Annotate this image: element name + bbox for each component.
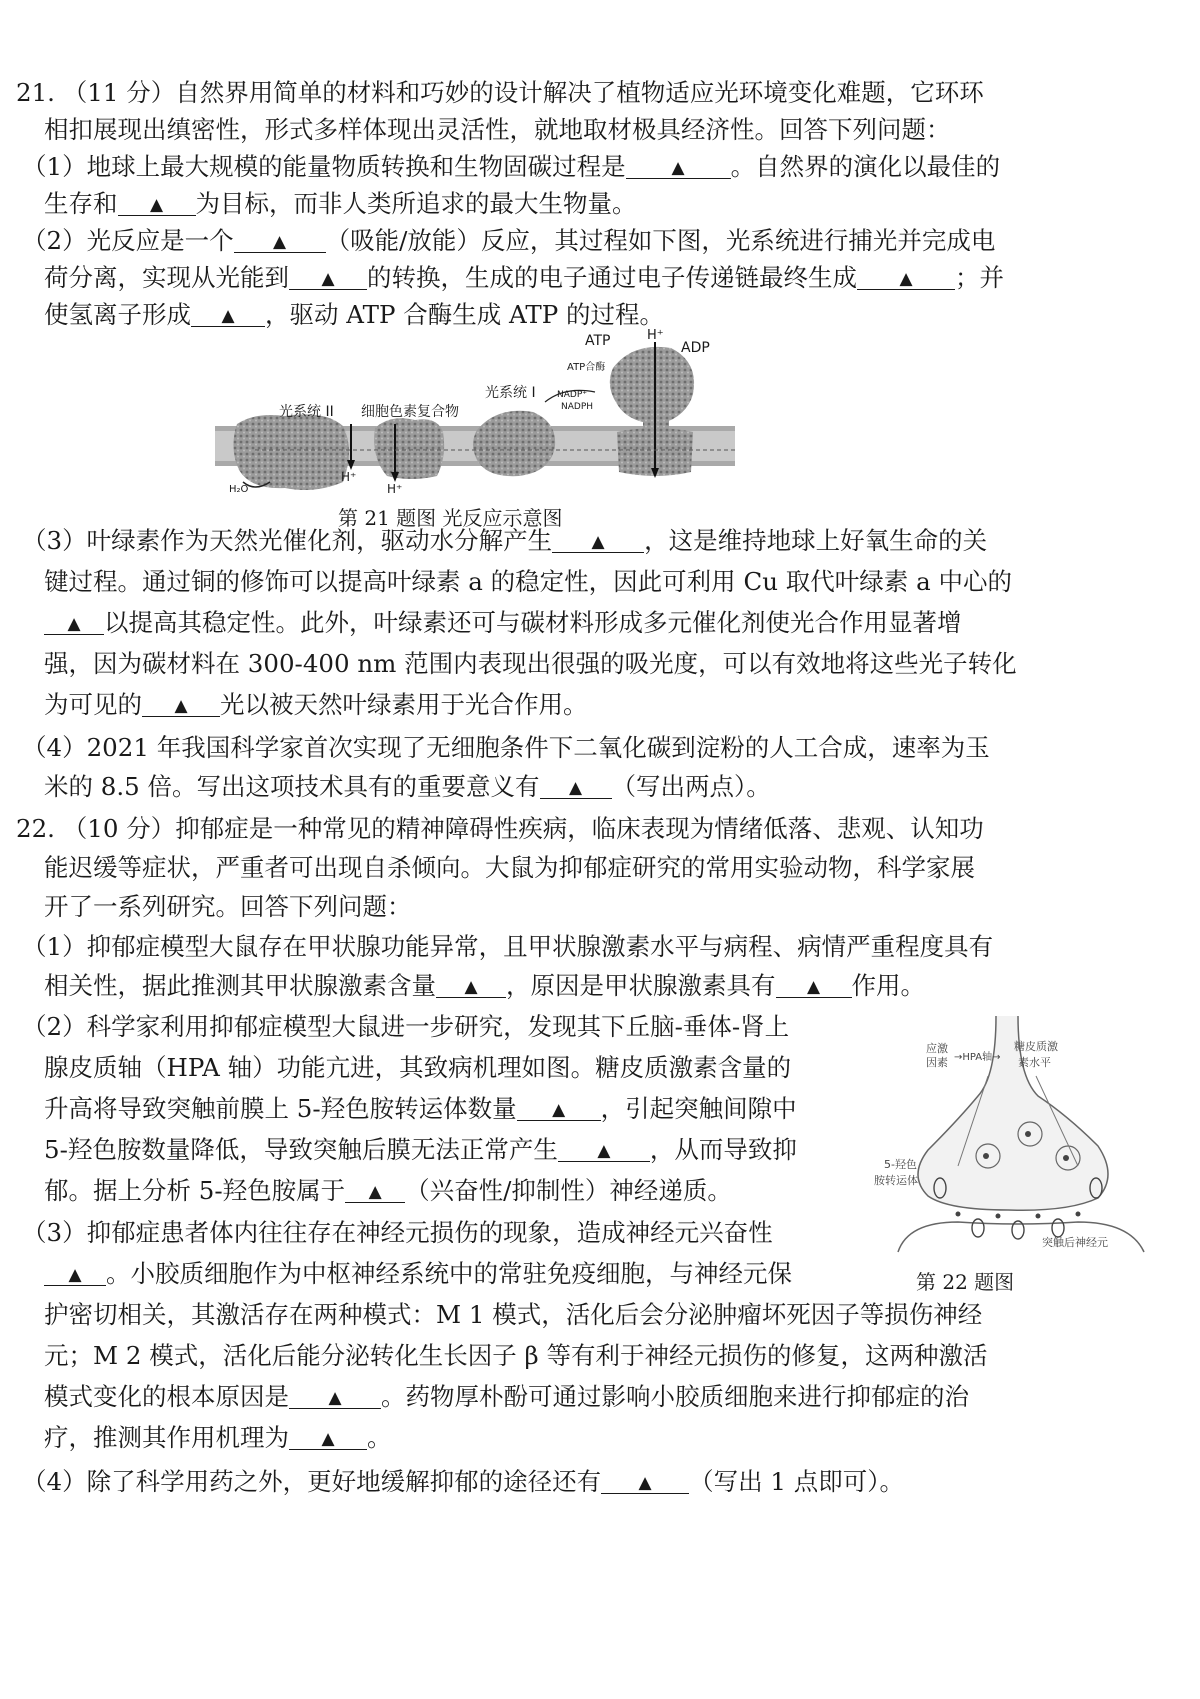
q21-intro-line1: 21. （11 分）自然界用简单的材料和巧妙的设计解决了植物适应光环境变化难题，它环环 bbox=[16, 78, 984, 107]
blank-marker-icon: ▲ bbox=[68, 1265, 82, 1285]
blank-marker-icon: ▲ bbox=[464, 977, 478, 997]
blank-marker-icon: ▲ bbox=[321, 1429, 335, 1449]
text: 。自然界的演化以最佳的 bbox=[730, 152, 1001, 181]
blank-marker-icon: ▲ bbox=[368, 1182, 382, 1202]
blank-marker-icon: ▲ bbox=[569, 778, 583, 798]
q22-part3-line5 bbox=[44, 1382, 969, 1412]
q21-part1-line2 bbox=[44, 189, 637, 219]
answer-blank[interactable] bbox=[558, 1135, 650, 1162]
q22-part3-line3: 护密切相关，其激活存在两种模式：M 1 模式，活化后会分泌肿瘤坏死因子等损伤神经 bbox=[44, 1300, 983, 1329]
photosystem-i-shape bbox=[473, 411, 555, 476]
text: 升高将导致突触前膜上 5-羟色胺转运体数量 bbox=[44, 1094, 517, 1123]
blank-marker-icon: ▲ bbox=[597, 1141, 611, 1161]
text: （吸能/放能）反应，其过程如下图，光系统进行捕光并完成电 bbox=[325, 226, 996, 255]
blank-marker-icon: ▲ bbox=[552, 1100, 566, 1120]
text: ，驱动 ATP 合酶生成 ATP 的过程。 bbox=[265, 300, 665, 329]
nadp-label: NADP⁺ bbox=[557, 390, 587, 400]
text: （写出两点）。 bbox=[611, 772, 771, 801]
atp-label: ATP bbox=[585, 333, 611, 349]
receptor-shape bbox=[972, 1219, 984, 1237]
text: 郁。据上分析 5-羟色胺属于 bbox=[44, 1176, 346, 1205]
h-ion-label-bottom: H⁺ bbox=[387, 482, 403, 496]
blank-marker-icon: ▲ bbox=[273, 232, 287, 252]
figure-22-caption: 第 22 题图 bbox=[916, 1270, 1015, 1294]
text: 疗，推测其作用机理为 bbox=[44, 1423, 289, 1452]
q22-part2-line3 bbox=[44, 1094, 797, 1124]
glucocorticoid-label-line2: 素水平 bbox=[1018, 1056, 1051, 1069]
answer-blank[interactable] bbox=[626, 152, 731, 179]
text: （4）除了科学用药之外，更好地缓解抑郁的途径还有 bbox=[22, 1467, 602, 1496]
answer-blank[interactable] bbox=[776, 971, 852, 998]
q22-part3-line1: （3）抑郁症患者体内往往存在神经元损伤的现象，造成神经元兴奋性 bbox=[22, 1218, 773, 1247]
text: ，从而导致抑 bbox=[649, 1135, 797, 1164]
q21-part1-line1 bbox=[22, 152, 1000, 182]
blank-marker-icon: ▲ bbox=[899, 269, 913, 289]
text: 以提高其稳定性。此外，叶绿素还可与碳材料形成多元催化剂使光合作用显著增 bbox=[104, 608, 962, 637]
q22-part1-line2 bbox=[44, 971, 925, 1001]
q22-part2-line1: （2）科学家利用抑郁症模型大鼠进一步研究，发现其下丘脑-垂体-肾上 bbox=[22, 1012, 790, 1041]
text: 使氢离子形成 bbox=[44, 300, 191, 329]
factor-label: 因素 bbox=[926, 1056, 948, 1069]
answer-blank[interactable] bbox=[191, 300, 265, 327]
text: （3）叶绿素作为天然光催化剂，驱动水分解产生 bbox=[22, 526, 553, 555]
q21-part3-line3 bbox=[44, 608, 962, 638]
q22-intro-line2: 能迟缓等症状，严重者可出现自杀倾向。大鼠为抑郁症研究的常用实验动物，科学家展 bbox=[44, 853, 975, 882]
q21-intro-line2: 相扣展现出缜密性，形式多样体现出灵活性，就地取材极具经济性。回答下列问题： bbox=[44, 115, 951, 144]
q22-part2-line4 bbox=[44, 1135, 797, 1165]
blank-marker-icon: ▲ bbox=[221, 306, 235, 326]
answer-blank[interactable] bbox=[345, 1176, 405, 1203]
answer-blank[interactable] bbox=[436, 971, 506, 998]
q22-part4-line1 bbox=[22, 1467, 904, 1497]
answer-blank[interactable] bbox=[44, 1259, 106, 1286]
stress-label: 应激 bbox=[926, 1042, 948, 1055]
blank-marker-icon: ▲ bbox=[174, 696, 188, 716]
postsynaptic-neuron-label: 突触后神经元 bbox=[1042, 1236, 1108, 1249]
q21-part3-line4: 强，因为碳材料在 300-400 nm 范围内表现出很强的吸光度，可以有效地将这些光子转化 bbox=[44, 649, 1017, 678]
blank-marker-icon: ▲ bbox=[671, 158, 685, 178]
serotonin-transporter-label-line2: 胺转运体 bbox=[874, 1174, 918, 1187]
text: 模式变化的根本原因是 bbox=[44, 1382, 289, 1411]
answer-blank[interactable] bbox=[552, 526, 644, 553]
text: （兴奋性/抑制性）神经递质。 bbox=[405, 1176, 732, 1205]
glucocorticoid-label-line1: 糖皮质激 bbox=[1014, 1040, 1058, 1053]
answer-blank[interactable] bbox=[857, 263, 955, 290]
answer-blank[interactable] bbox=[289, 1382, 381, 1409]
text: 相关性，据此推测其甲状腺激素含量 bbox=[44, 971, 436, 1000]
q21-part2-line1 bbox=[22, 226, 995, 256]
q21-part3-line2: 键过程。通过铜的修饰可以提高叶绿素 a 的稳定性，因此可利用 Cu 取代叶绿素 a 中心的 bbox=[44, 567, 1012, 596]
atp-synthase-label: ATP合酶 bbox=[567, 362, 606, 373]
water-label: H₂O bbox=[229, 484, 249, 495]
blank-marker-icon: ▲ bbox=[328, 1388, 342, 1408]
answer-blank[interactable] bbox=[601, 1467, 689, 1494]
answer-blank[interactable] bbox=[289, 263, 367, 290]
text: 为可见的 bbox=[44, 690, 142, 719]
q21-part4-line1: （4）2021 年我国科学家首次实现了无细胞条件下二氧化碳到淀粉的人工合成，速率为玉 bbox=[22, 733, 990, 762]
blank-marker-icon: ▲ bbox=[591, 532, 605, 552]
q22-part2-line2: 腺皮质轴（HPA 轴）功能亢进，其致病机理如图。糖皮质激素含量的 bbox=[44, 1053, 792, 1082]
synapse-figure bbox=[868, 1016, 1168, 1256]
text: 为目标，而非人类所追求的最大生物量。 bbox=[195, 189, 637, 218]
h-ion-label-top: H⁺ bbox=[647, 328, 664, 343]
nadph-label: NADPH bbox=[561, 402, 594, 412]
hpa-axis-label: →HPA轴→ bbox=[954, 1052, 1001, 1063]
cytochrome-complex-shape bbox=[374, 418, 444, 479]
answer-blank[interactable] bbox=[142, 690, 220, 717]
blank-marker-icon: ▲ bbox=[806, 977, 821, 997]
answer-blank[interactable] bbox=[234, 226, 326, 253]
atp-synthase-head-shape bbox=[610, 347, 694, 424]
text: 。药物厚朴酚可通过影响小胶质细胞来进行抑郁症的治 bbox=[381, 1382, 969, 1411]
text: 米的 8.5 倍。写出这项技术具有的重要意义有 bbox=[44, 772, 540, 801]
answer-blank[interactable] bbox=[289, 1423, 367, 1450]
blank-marker-icon: ▲ bbox=[638, 1473, 652, 1493]
figure-21-caption: 第 21 题图 光反应示意图 bbox=[338, 506, 563, 530]
photosystem-ii-shape bbox=[233, 414, 349, 490]
q21-part4-line2 bbox=[44, 772, 771, 802]
q21-part2-line2 bbox=[44, 263, 1004, 293]
cytochrome-complex-label: 细胞色素复合物 bbox=[361, 404, 459, 420]
q21-part3-line5 bbox=[44, 690, 588, 720]
blank-marker-icon: ▲ bbox=[67, 614, 81, 634]
blank-marker-icon: ▲ bbox=[149, 195, 164, 215]
light-reaction-figure bbox=[215, 328, 735, 502]
q22-part3-line6 bbox=[44, 1423, 392, 1453]
text: 。小胶质细胞作为中枢神经系统中的常驻免疫细胞，与神经元保 bbox=[106, 1259, 792, 1288]
answer-blank[interactable] bbox=[517, 1094, 601, 1121]
text: 5-羟色胺数量降低，导致突触后膜无法正常产生 bbox=[44, 1135, 558, 1164]
text: 的转换，生成的电子通过电子传递链最终生成 bbox=[367, 263, 857, 292]
answer-blank[interactable] bbox=[44, 608, 104, 635]
q22-part2-line5 bbox=[44, 1176, 732, 1206]
q22-intro-line1: 22. （10 分）抑郁症是一种常见的精神障碍性疾病，临床表现为情绪低落、悲观、认知功 bbox=[16, 814, 984, 843]
q22-part1-line1: （1）抑郁症模型大鼠存在甲状腺功能异常，且甲状腺激素水平与病程、病情严重程度具有 bbox=[22, 932, 994, 961]
text: 作用。 bbox=[851, 971, 925, 1000]
text: （1）地球上最大规模的能量物质转换和生物固碳过程是 bbox=[22, 152, 626, 181]
serotonin-transporter-label-line1: 5-羟色 bbox=[884, 1158, 917, 1171]
photosystem-ii-label: 光系统 II bbox=[279, 404, 334, 420]
text: ，这是维持地球上好氧生命的关 bbox=[644, 526, 988, 555]
text: 生存和 bbox=[44, 189, 118, 218]
answer-blank[interactable] bbox=[118, 189, 196, 216]
photosystem-i-label: 光系统 I bbox=[485, 385, 536, 401]
q21-part3-line1 bbox=[22, 526, 987, 556]
text: 荷分离，实现从光能到 bbox=[44, 263, 289, 292]
text: ；并 bbox=[955, 263, 1004, 292]
h-ion-label-middle: H⁺ bbox=[341, 470, 357, 484]
text: 光以被天然叶绿素用于光合作用。 bbox=[220, 690, 588, 719]
adp-label: ADP bbox=[681, 340, 710, 356]
q22-part3-line2 bbox=[44, 1259, 792, 1289]
text: ，引起突触间隙中 bbox=[600, 1094, 797, 1123]
answer-blank[interactable] bbox=[540, 772, 612, 799]
q22-intro-line3: 开了一系列研究。回答下列问题： bbox=[44, 892, 412, 921]
blank-marker-icon: ▲ bbox=[321, 269, 335, 289]
q21-part2-line3 bbox=[44, 300, 664, 330]
text: （写出 1 点即可）。 bbox=[689, 1467, 905, 1496]
text: ，原因是甲状腺激素具有 bbox=[506, 971, 776, 1000]
text: （2）光反应是一个 bbox=[22, 226, 234, 255]
q22-part3-line4: 元；M 2 模式，活化后能分泌转化生长因子 β 等有利于神经元损伤的修复，这两种激活 bbox=[44, 1341, 988, 1370]
text: 。 bbox=[367, 1423, 392, 1452]
